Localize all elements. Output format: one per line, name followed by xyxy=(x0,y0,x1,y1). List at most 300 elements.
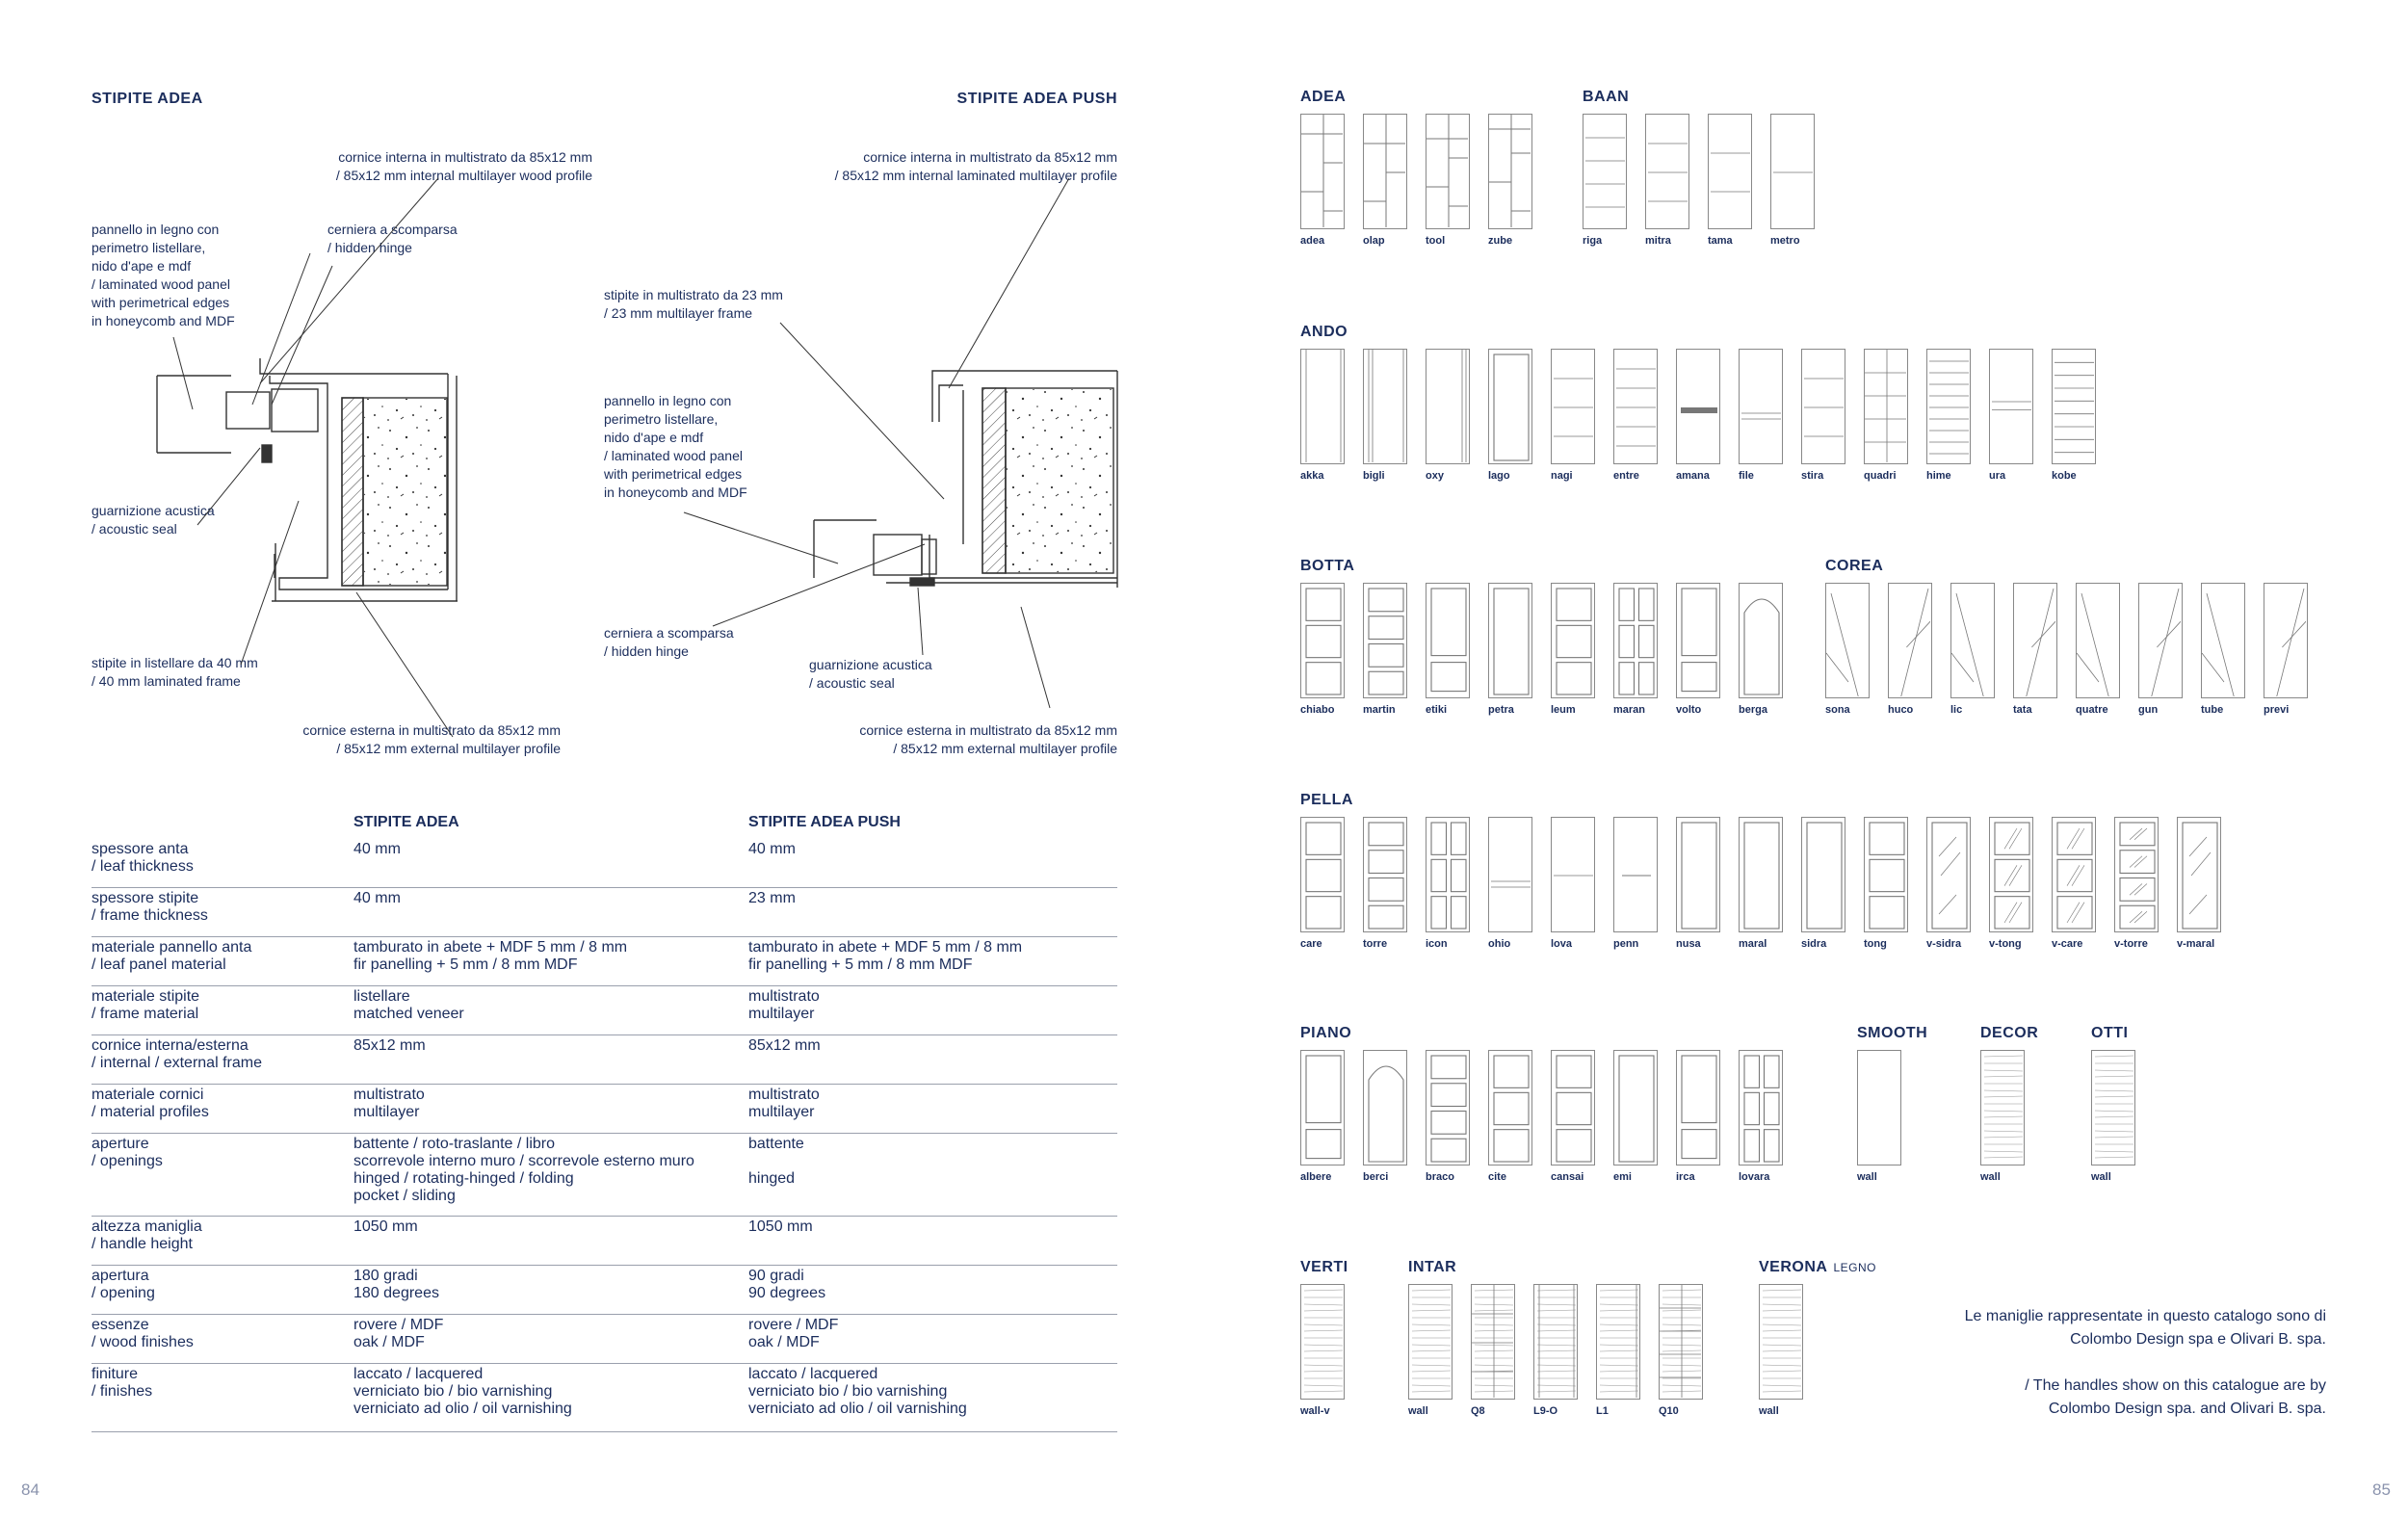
door-drawing xyxy=(2139,584,2181,696)
table-row xyxy=(92,1268,1117,1315)
door-thumbnail[interactable] xyxy=(2052,349,2096,464)
door-name: wall xyxy=(1980,1171,2001,1183)
door-drawing xyxy=(1677,1051,1718,1164)
door-drawing xyxy=(1472,1285,1513,1398)
door-name: mitra xyxy=(1645,235,1671,247)
door-name: tube xyxy=(2201,704,2224,716)
door-name: oxy xyxy=(1426,470,1444,482)
door-thumbnail[interactable] xyxy=(1533,1284,1578,1400)
door-name: emi xyxy=(1613,1171,1632,1183)
door-thumbnail[interactable] xyxy=(1426,1050,1470,1165)
cell-push: tamburato in abete + MDF 5 mm / 8 mm fir panelling + 5 mm / 8 mm MDF xyxy=(748,939,1023,973)
door-drawing xyxy=(1771,115,1813,227)
door-name: huco xyxy=(1888,704,1914,716)
door-name: wall xyxy=(1408,1405,1428,1417)
door-thumbnail[interactable] xyxy=(1676,583,1720,698)
door-thumbnail[interactable] xyxy=(1676,349,1720,464)
door-drawing xyxy=(2014,584,2055,696)
cell-push: multistrato multilayer xyxy=(748,988,820,1022)
page-number-right: 85 xyxy=(2372,1480,2391,1499)
family-subtitle: LEGNO xyxy=(1833,1261,1876,1274)
door-drawing xyxy=(2053,350,2094,462)
family-name: COREA xyxy=(1825,558,1884,574)
handles-note-en: / The handles show on this catalogue are by Colombo Design spa. and Olivari B. spa. xyxy=(2025,1377,2326,1417)
door-thumbnail[interactable] xyxy=(1739,583,1783,698)
row-label: finiture / finishes xyxy=(92,1366,153,1400)
door-name: braco xyxy=(1426,1171,1454,1183)
family-title xyxy=(2091,1025,2128,1042)
door-thumbnail[interactable] xyxy=(1363,817,1407,932)
door-drawing xyxy=(1301,1285,1343,1398)
door-thumbnail[interactable] xyxy=(1363,1050,1407,1165)
table-row xyxy=(92,1087,1117,1134)
door-drawing xyxy=(1614,584,1656,696)
door-thumbnail[interactable] xyxy=(1613,817,1658,932)
row-label: aperture / openings xyxy=(92,1136,163,1169)
door-drawing xyxy=(1740,1051,1781,1164)
cell-adea: 180 gradi 180 degrees xyxy=(353,1268,439,1301)
door-thumbnail[interactable] xyxy=(2177,817,2221,932)
door-name: berga xyxy=(1739,704,1767,716)
door-drawing xyxy=(2115,818,2157,930)
door-drawing xyxy=(1802,350,1844,462)
door-thumbnail[interactable] xyxy=(1770,114,1815,229)
cell-adea: tamburato in abete + MDF 5 mm / 8 mm fir panelling + 5 mm / 8 mm MDF xyxy=(353,939,628,973)
door-thumbnail[interactable] xyxy=(1708,114,1752,229)
door-name: martin xyxy=(1363,704,1396,716)
family-title xyxy=(1300,792,1353,809)
door-thumbnail[interactable] xyxy=(1676,817,1720,932)
door-thumbnail[interactable] xyxy=(2013,583,2057,698)
door-thumbnail[interactable] xyxy=(1363,114,1407,229)
table-row xyxy=(92,841,1117,888)
door-thumbnail[interactable] xyxy=(1426,349,1470,464)
cell-adea: rovere / MDF oak / MDF xyxy=(353,1317,444,1350)
door-name: akka xyxy=(1300,470,1324,482)
door-name: icon xyxy=(1426,938,1448,950)
door-drawing xyxy=(1364,115,1405,227)
door-drawing xyxy=(2053,818,2094,930)
door-name: quadri xyxy=(1864,470,1897,482)
door-name: tool xyxy=(1426,235,1446,247)
family-name: BOTTA xyxy=(1300,558,1355,574)
door-name: stira xyxy=(1801,470,1824,482)
door-drawing xyxy=(1426,584,1468,696)
door-thumbnail[interactable] xyxy=(2201,583,2245,698)
door-thumbnail[interactable] xyxy=(1676,1050,1720,1165)
door-drawing xyxy=(1364,818,1405,930)
door-thumbnail[interactable] xyxy=(1426,583,1470,698)
door-thumbnail[interactable] xyxy=(1551,349,1595,464)
door-name: L1 xyxy=(1596,1405,1609,1417)
door-name: chiabo xyxy=(1300,704,1335,716)
door-thumbnail[interactable] xyxy=(1926,817,1971,932)
door-name: v-maral xyxy=(2177,938,2215,950)
door-name: penn xyxy=(1613,938,1639,950)
door-name: Q10 xyxy=(1659,1405,1679,1417)
door-drawing xyxy=(1364,584,1405,696)
cell-push: rovere / MDF oak / MDF xyxy=(748,1317,839,1350)
door-name: cite xyxy=(1488,1171,1506,1183)
door-drawing xyxy=(2202,584,2243,696)
door-thumbnail[interactable] xyxy=(1739,349,1783,464)
door-thumbnail[interactable] xyxy=(1980,1050,2025,1165)
door-name: volto xyxy=(1676,704,1702,716)
row-label: altezza maniglia / handle height xyxy=(92,1218,202,1252)
door-thumbnail[interactable] xyxy=(1825,583,1870,698)
door-name: lic xyxy=(1950,704,1963,716)
door-drawing xyxy=(2077,584,2118,696)
family-name: ANDO xyxy=(1300,324,1348,340)
door-name: etiki xyxy=(1426,704,1448,716)
cell-adea: 40 mm xyxy=(353,841,401,857)
door-thumbnail[interactable] xyxy=(1857,1050,1901,1165)
adea-section-drawing xyxy=(157,358,458,601)
door-drawing xyxy=(1552,818,1593,930)
door-thumbnail[interactable] xyxy=(1864,349,1908,464)
door-thumbnail[interactable] xyxy=(1300,817,1345,932)
row-label: materiale cornici / material profiles xyxy=(92,1087,209,1120)
door-thumbnail[interactable] xyxy=(1551,817,1595,932)
door-drawing xyxy=(1802,818,1844,930)
door-thumbnail[interactable] xyxy=(1659,1284,1703,1400)
door-thumbnail[interactable] xyxy=(1488,349,1532,464)
door-thumbnail[interactable] xyxy=(1551,583,1595,698)
door-name: wall-v xyxy=(1300,1405,1330,1417)
door-thumbnail[interactable] xyxy=(2264,583,2308,698)
door-thumbnail[interactable] xyxy=(1645,114,1689,229)
door-thumbnail[interactable] xyxy=(1950,583,1995,698)
door-drawing xyxy=(1364,1051,1405,1164)
adea-label-guarnizione: guarnizione acustica / acoustic seal xyxy=(92,503,215,537)
door-thumbnail[interactable] xyxy=(1613,1050,1658,1165)
door-drawing xyxy=(1740,818,1781,930)
door-drawing xyxy=(1534,1285,1576,1398)
door-name: lago xyxy=(1488,470,1510,482)
door-thumbnail[interactable] xyxy=(1583,114,1627,229)
door-thumbnail[interactable] xyxy=(1488,817,1532,932)
door-name: wall xyxy=(1857,1171,1877,1183)
door-drawing xyxy=(1760,1285,1801,1398)
door-thumbnail[interactable] xyxy=(1989,349,2033,464)
diagram-title-push: STIPITE ADEA PUSH xyxy=(956,91,1117,107)
family-title xyxy=(1759,1259,1876,1276)
push-label-cerniera: cerniera a scomparsa / hidden hinge xyxy=(604,625,734,659)
cell-push: 90 gradi 90 degrees xyxy=(748,1268,826,1301)
door-drawing xyxy=(1552,1051,1593,1164)
door-name: berci xyxy=(1363,1171,1389,1183)
table-row xyxy=(92,1317,1117,1364)
family-title xyxy=(1300,324,1348,341)
door-drawing xyxy=(1990,818,2031,930)
door-thumbnail[interactable] xyxy=(1488,114,1532,229)
push-section-drawing xyxy=(814,371,1117,588)
door-name: riga xyxy=(1583,235,1603,247)
cell-push: 1050 mm xyxy=(748,1218,813,1235)
door-name: adea xyxy=(1300,235,1325,247)
door-drawing xyxy=(1981,1051,2023,1164)
door-thumbnail[interactable] xyxy=(1300,1284,1345,1400)
cell-adea: 1050 mm xyxy=(353,1218,418,1235)
door-name: care xyxy=(1300,938,1322,950)
door-name: lova xyxy=(1551,938,1573,950)
push-label-cornice-interna: cornice interna in multistrato da 85x12 mm / 85x12 mm internal laminated multilayer profile xyxy=(834,149,1117,183)
door-name: bigli xyxy=(1363,470,1385,482)
door-drawing xyxy=(1927,818,1969,930)
door-thumbnail[interactable] xyxy=(2052,817,2096,932)
door-name: petra xyxy=(1488,704,1514,716)
door-thumbnail[interactable] xyxy=(2138,583,2183,698)
door-name: quatre xyxy=(2076,704,2108,716)
row-label: spessore stipite / frame thickness xyxy=(92,890,208,924)
door-drawing xyxy=(1990,350,2031,462)
cell-push: multistrato multilayer xyxy=(748,1087,820,1120)
door-name: previ xyxy=(2264,704,2290,716)
table-row xyxy=(92,890,1117,937)
door-drawing xyxy=(1740,584,1781,696)
door-drawing xyxy=(1584,115,1625,227)
handles-note-it: Le maniglie rappresentate in questo catalogo sono di Colombo Design spa e Olivari B. spa. xyxy=(1964,1308,2326,1348)
door-thumbnail[interactable] xyxy=(1300,349,1345,464)
door-drawing xyxy=(1301,1051,1343,1164)
door-drawing xyxy=(1301,115,1343,227)
push-label-guarnizione: guarnizione acustica / acoustic seal xyxy=(809,657,932,691)
door-thumbnail[interactable] xyxy=(1363,349,1407,464)
family-title xyxy=(1408,1259,1456,1276)
row-label: essenze / wood finishes xyxy=(92,1317,194,1350)
table-row xyxy=(92,1366,1117,1432)
family-title xyxy=(1857,1025,1927,1042)
door-thumbnail[interactable] xyxy=(1888,583,1932,698)
cell-push: 85x12 mm xyxy=(748,1037,821,1054)
door-name: wall xyxy=(2091,1171,2111,1183)
door-name: amana xyxy=(1676,470,1710,482)
door-drawing xyxy=(1951,584,1993,696)
cell-push: battente hinged xyxy=(748,1136,804,1187)
adea-label-cerniera: cerniera a scomparsa / hidden hinge xyxy=(327,222,458,255)
door-drawing xyxy=(1489,115,1531,227)
door-name: olap xyxy=(1363,235,1385,247)
door-name: sidra xyxy=(1801,938,1827,950)
door-drawing xyxy=(1426,115,1468,227)
door-name: torre xyxy=(1363,938,1388,950)
door-drawing xyxy=(1301,350,1343,462)
family-title xyxy=(1583,89,1629,106)
door-thumbnail[interactable] xyxy=(1426,114,1470,229)
door-drawing xyxy=(1740,350,1781,462)
door-thumbnail[interactable] xyxy=(1926,349,1971,464)
door-drawing xyxy=(1426,1051,1468,1164)
door-name: metro xyxy=(1770,235,1800,247)
door-drawing xyxy=(1927,350,1969,462)
family-title xyxy=(1300,1025,1351,1042)
door-name: v-sidra xyxy=(1926,938,1962,950)
door-thumbnail[interactable] xyxy=(1759,1284,1803,1400)
table-row xyxy=(92,1218,1117,1266)
door-drawing xyxy=(1614,818,1656,930)
door-thumbnail[interactable] xyxy=(1488,1050,1532,1165)
family-name: VERONA xyxy=(1759,1259,1828,1275)
door-name: nusa xyxy=(1676,938,1701,950)
door-drawing xyxy=(2178,818,2219,930)
door-thumbnail[interactable] xyxy=(1739,1050,1783,1165)
row-label: materiale pannello anta / leaf panel material xyxy=(92,939,252,973)
door-drawing xyxy=(1614,350,1656,462)
push-label-stipite: stipite in multistrato da 23 mm / 23 mm multilayer frame xyxy=(604,287,783,321)
door-thumbnail[interactable] xyxy=(2076,583,2120,698)
door-name: kobe xyxy=(2052,470,2077,482)
door-drawing xyxy=(1677,350,1718,462)
door-drawing xyxy=(1426,818,1468,930)
door-drawing xyxy=(1364,350,1405,462)
door-name: entre xyxy=(1613,470,1639,482)
table-row xyxy=(92,939,1117,986)
door-name: v-care xyxy=(2052,938,2083,950)
door-thumbnail[interactable] xyxy=(1488,583,1532,698)
family-name: PIANO xyxy=(1300,1025,1352,1041)
family-name: VERTI xyxy=(1300,1259,1348,1275)
family-name: BAAN xyxy=(1583,89,1630,105)
door-name: albere xyxy=(1300,1171,1332,1183)
door-drawing xyxy=(1597,1285,1638,1398)
door-thumbnail[interactable] xyxy=(1596,1284,1640,1400)
door-thumbnail[interactable] xyxy=(1300,114,1345,229)
family-title xyxy=(1825,558,1883,575)
adea-label-cornice-esterna: cornice esterna in multistrato da 85x12 mm / 85x12 mm external multilayer profile xyxy=(302,722,561,756)
table-header-push: STIPITE ADEA PUSH xyxy=(748,814,901,830)
door-name: tama xyxy=(1708,235,1733,247)
door-drawing xyxy=(1858,1051,1899,1164)
door-thumbnail[interactable] xyxy=(1989,817,2033,932)
door-drawing xyxy=(1865,818,1906,930)
row-label: cornice interna/esterna / internal / external frame xyxy=(92,1037,262,1071)
door-name: gun xyxy=(2138,704,2159,716)
table-row xyxy=(92,1037,1117,1085)
family-title xyxy=(1300,89,1346,106)
door-thumbnail[interactable] xyxy=(2091,1050,2135,1165)
cell-push: 40 mm xyxy=(748,841,796,857)
door-name: irca xyxy=(1676,1171,1695,1183)
door-drawing xyxy=(1409,1285,1451,1398)
table-header-adea: STIPITE ADEA xyxy=(353,814,459,830)
door-drawing xyxy=(1552,350,1593,462)
cell-adea: 40 mm xyxy=(353,890,401,906)
door-name: Q8 xyxy=(1471,1405,1485,1417)
adea-label-pannello: pannello in legno con perimetro listellare, nido d'ape e mdf / laminated wood panel with perimetrical edges in honeycomb and MDF xyxy=(92,222,235,328)
push-label-pannello: pannello in legno con perimetro listellare, nido d'ape e mdf / laminated wood panel with perimetrical edges in honeycomb and MDF xyxy=(604,393,747,500)
door-thumbnail[interactable] xyxy=(2114,817,2159,932)
family-title xyxy=(1300,558,1354,575)
door-drawing xyxy=(1301,818,1343,930)
technical-drawings xyxy=(0,0,1156,790)
door-thumbnail[interactable] xyxy=(1801,349,1845,464)
door-name: cansai xyxy=(1551,1171,1584,1183)
door-name: sona xyxy=(1825,704,1850,716)
door-drawing xyxy=(1489,818,1531,930)
family-name: PELLA xyxy=(1300,792,1353,808)
door-name: L9-O xyxy=(1533,1405,1558,1417)
door-thumbnail[interactable] xyxy=(1551,1050,1595,1165)
door-drawing xyxy=(2264,584,2306,696)
door-drawing xyxy=(2092,1051,2133,1164)
door-drawing xyxy=(1426,350,1468,462)
cell-adea: listellare matched veneer xyxy=(353,988,464,1022)
cell-adea: laccato / lacquered verniciato bio / bio varnishing verniciato ad olio / oil varnishing xyxy=(353,1366,572,1417)
door-name: hime xyxy=(1926,470,1951,482)
adea-label-cornice-interna: cornice interna in multistrato da 85x12 mm / 85x12 mm internal multilayer wood profile xyxy=(335,149,592,183)
door-name: tong xyxy=(1864,938,1887,950)
door-drawing xyxy=(1889,584,1930,696)
family-name: ADEA xyxy=(1300,89,1347,105)
door-thumbnail[interactable] xyxy=(1408,1284,1453,1400)
cell-push: 23 mm xyxy=(748,890,796,906)
door-thumbnail[interactable] xyxy=(1300,1050,1345,1165)
door-drawing xyxy=(1489,584,1531,696)
door-name: nagi xyxy=(1551,470,1573,482)
door-drawing xyxy=(1660,1285,1701,1398)
door-thumbnail[interactable] xyxy=(1739,817,1783,932)
door-thumbnail[interactable] xyxy=(1613,583,1658,698)
family-title xyxy=(1300,1259,1348,1276)
door-drawing xyxy=(1614,1051,1656,1164)
family-name: OTTI xyxy=(2091,1025,2129,1041)
door-name: tata xyxy=(2013,704,2032,716)
page-number-left: 84 xyxy=(21,1480,39,1499)
door-name: v-torre xyxy=(2114,938,2148,950)
cell-push: laccato / lacquered verniciato bio / bio varnishing verniciato ad olio / oil varnishing xyxy=(748,1366,967,1417)
door-name: maral xyxy=(1739,938,1767,950)
door-drawing xyxy=(1677,584,1718,696)
cell-adea: 85x12 mm xyxy=(353,1037,426,1054)
family-name: SMOOTH xyxy=(1857,1025,1928,1041)
door-thumbnail[interactable] xyxy=(1426,817,1470,932)
diagram-title-adea: STIPITE ADEA xyxy=(92,91,203,107)
family-name: DECOR xyxy=(1980,1025,2039,1041)
door-drawing xyxy=(1677,818,1718,930)
door-drawing xyxy=(1646,115,1688,227)
table-row xyxy=(92,988,1117,1035)
cell-adea: multistrato multilayer xyxy=(353,1087,425,1120)
door-thumbnail[interactable] xyxy=(1300,583,1345,698)
door-drawing xyxy=(1826,584,1868,696)
door-name: ura xyxy=(1989,470,2006,482)
door-name: file xyxy=(1739,470,1754,482)
push-label-cornice-esterna: cornice esterna in multistrato da 85x12 mm / 85x12 mm external multilayer profile xyxy=(859,722,1117,756)
door-thumbnail[interactable] xyxy=(1613,349,1658,464)
family-title xyxy=(1980,1025,2038,1042)
door-drawing xyxy=(1552,584,1593,696)
door-drawing xyxy=(1489,350,1531,462)
door-name: leum xyxy=(1551,704,1576,716)
door-name: maran xyxy=(1613,704,1646,716)
door-drawing xyxy=(1489,1051,1531,1164)
family-name: INTAR xyxy=(1408,1259,1457,1275)
door-drawing xyxy=(1301,584,1343,696)
door-name: ohio xyxy=(1488,938,1511,950)
door-thumbnail[interactable] xyxy=(1471,1284,1515,1400)
door-thumbnail[interactable] xyxy=(1864,817,1908,932)
door-name: wall xyxy=(1759,1405,1779,1417)
door-drawing xyxy=(1865,350,1906,462)
door-name: v-tong xyxy=(1989,938,2022,950)
door-name: lovara xyxy=(1739,1171,1770,1183)
row-label: apertura / opening xyxy=(92,1268,155,1301)
row-label: materiale stipite / frame material xyxy=(92,988,200,1022)
cell-adea: battente / roto-traslante / libro scorrevole interno muro / scorrevole esterno muro hinged / rotating-hinged / folding pocket / sliding xyxy=(353,1136,694,1204)
door-thumbnail[interactable] xyxy=(1801,817,1845,932)
door-thumbnail[interactable] xyxy=(1363,583,1407,698)
door-drawing xyxy=(1709,115,1750,227)
